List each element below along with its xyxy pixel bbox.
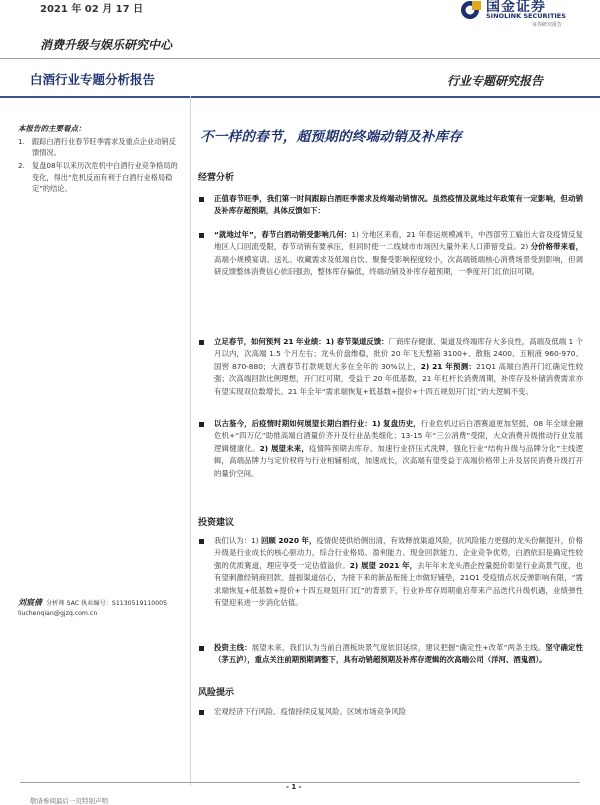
key-point-text: 跟踪白酒行业春节旺季需求及重点企业动销反馈情况。 bbox=[32, 137, 176, 158]
paragraph-bullet bbox=[198, 418, 583, 480]
section-heading-risk: 风险提示 bbox=[198, 688, 235, 698]
analyst-email[interactable]: liuchenqian@gjzq.com.cn bbox=[18, 610, 98, 617]
header-divider bbox=[0, 58, 600, 59]
paragraph-bullet bbox=[198, 336, 583, 398]
paragraph-bullet bbox=[198, 229, 583, 279]
title-divider bbox=[0, 96, 600, 98]
analyst-name: 刘宸倩 bbox=[18, 598, 42, 607]
paragraph-text: 投资主线：展望未来，我们认为当前白酒板块景气度依旧延续，建议把握“确定性+改革”两条主线。坚守确定性（茅五泸），重点关注前期预期调整下，具有动销超预期及补库存逻辑的次高端公司（洋河、酒鬼酒）。 bbox=[214, 643, 583, 665]
bullet-square-icon bbox=[199, 233, 204, 238]
paragraph-text: 立足春节，如何预判 21 年业绩：1) 春节渠道反馈：厂商库存健康、渠道及终端库存大多良性，高端及低端 1 个月以内，次高端 1.5 个月左右；龙头价盘维稳，批价 20 年飞天整箱 3100+、散瓶 2400、五粮液 960-970、国窖 870-880；大酒春节打款规划大多在全年的 30%以上，2) 21 年预测：21Q1 高端白酒开门红确定性较强；次高端回款比例理想，开门红可期，受益于 20 年低基数，21 年杠杆长消费周期，补库存及朴储消费需求亦有望实现双位数增长。21 年全年“需求端恢复+低基数+提价+十四五规划开门红”的大逻辑不变。 bbox=[214, 337, 584, 396]
key-points-list bbox=[18, 136, 180, 196]
key-point-text: 复盘08年以来历次危机中白酒行业竞争格局的变化，得出“危机反而有利于白酒行业格局稳定”的结论。 bbox=[32, 161, 178, 193]
logo-text-en: SINOLINK SECURITIES bbox=[486, 12, 566, 20]
key-point-number: 1. bbox=[18, 137, 25, 146]
report-date: 2021 年 02 月 17 日 bbox=[40, 4, 144, 15]
logo-text-cn: 国金证券 bbox=[486, 0, 546, 15]
paragraph-text: “就地过年”，春节白酒动销受影响几何：1) 分地区来看，21 年春运规模减半，中西部劳工输出大省及疫情反复地区人口回流受限，春节动销有要承压，但同时使一二线城市市场因大量外来人口滞留受益。2) 分价格带来看，高端小规模宴请、送礼、收藏需求及低端自饮、聚餐受影响程度较小，次高端链端核心消费场景受到影响，但调研反馈整体消费信心依旧强劲，整体库存偏低，终端动销及补库存超预期，一季度开门红依旧可期。 bbox=[214, 230, 583, 277]
logo-subtitle: 证券研究报告 bbox=[532, 22, 563, 28]
paragraph-bullet bbox=[198, 642, 583, 667]
paragraph-bullet bbox=[198, 706, 583, 718]
paragraph-text: 以古鉴今，后疫情时期如何展望长期白酒行业：1) 复盘历史，行业危机过后白酒赛道更加坚挺，08 年全球金融危机+“四万亿”助推高端白酒量价齐升及行业品类细化；13-15 年“三公消费”受限，大众消费升级推动行业发展逻辑健康化。2) 展望未来，疫情阵预期去库存、加速行业挤压式洗牌，强化行业“结构升级与品牌分化”主线逻辑，高端品牌力与定价权将与行业相辅相成，加速成长，次高端有望受益于高端价格带上升及居民消费升级打开的量价空间。 bbox=[214, 419, 583, 478]
report-type: 行业专题研究报告 bbox=[447, 74, 544, 88]
paragraph-text: 宏观经济下行风险、疫情持续反复风险、区域市场竞争风险 bbox=[214, 707, 407, 716]
section-heading-investment: 投资建议 bbox=[198, 518, 235, 528]
research-center-name: 消费升级与娱乐研究中心 bbox=[40, 38, 173, 52]
bullet-square-icon bbox=[199, 710, 204, 715]
main-title: 不一样的春节，超预期的终端动销及补库存 bbox=[200, 129, 463, 145]
bullet-square-icon bbox=[199, 197, 204, 202]
bullet-square-icon bbox=[199, 422, 204, 427]
column-divider bbox=[190, 96, 191, 786]
bullet-square-icon bbox=[199, 646, 204, 651]
section-heading-operation: 经营分析 bbox=[198, 173, 235, 183]
analyst-info bbox=[18, 598, 167, 619]
key-point bbox=[18, 136, 180, 158]
key-points-heading: 本报告的主要看点： bbox=[18, 124, 86, 133]
bullet-square-icon bbox=[199, 340, 204, 345]
sinolink-logo-icon bbox=[459, 0, 481, 20]
report-title: 白酒行业专题分析报告 bbox=[30, 72, 156, 87]
paragraph-bullet bbox=[198, 535, 583, 609]
key-point-number: 2. bbox=[18, 161, 25, 171]
bullet-square-icon bbox=[199, 539, 204, 544]
disclaimer-note: 敬请参阅最后一页特别声明 bbox=[30, 797, 108, 805]
key-point bbox=[18, 160, 180, 194]
analyst-sac-number: 分析师 SAC 执业编号：S1130519110005 bbox=[46, 600, 168, 607]
paragraph-text: 我们认为：1) 回顾 2020 年，疫情促使供给侧出清，有效释放渠道风险，抗风险能力更强的龙头份额提升，价格升级是行业成长的核心驱动力，综合行业格局、盈利能力、现金回款能力、企业竞争优势，白酒依旧是确定性较强的优质赛道，理应享受一定估值溢价。2) 展望 2021 年，去年年末龙头酒企控量挺价彰显行业高景气度，也有望刺激经销商回款、提振渠道信心，为接下来的新品衔接上市做好铺垫，21Q1 受疫情点状反弹影响有限，“需求端恢复+低基数+提价+十四五规划开门红”的背景下，行业补库存周期重启带来产品迭代升级机遇，业绩弹性有望迎来进一步消化估值。 bbox=[214, 536, 583, 608]
page-number: - 1 - bbox=[286, 783, 302, 791]
paragraph-bullet bbox=[198, 193, 583, 218]
paragraph-text: 正值春节旺季，我们第一时间跟踪白酒旺季需求及终端动销情况。虽然疫情及就地过年政策有一定影响，但动销及补库存超预期，具体反馈如下： bbox=[214, 194, 583, 216]
